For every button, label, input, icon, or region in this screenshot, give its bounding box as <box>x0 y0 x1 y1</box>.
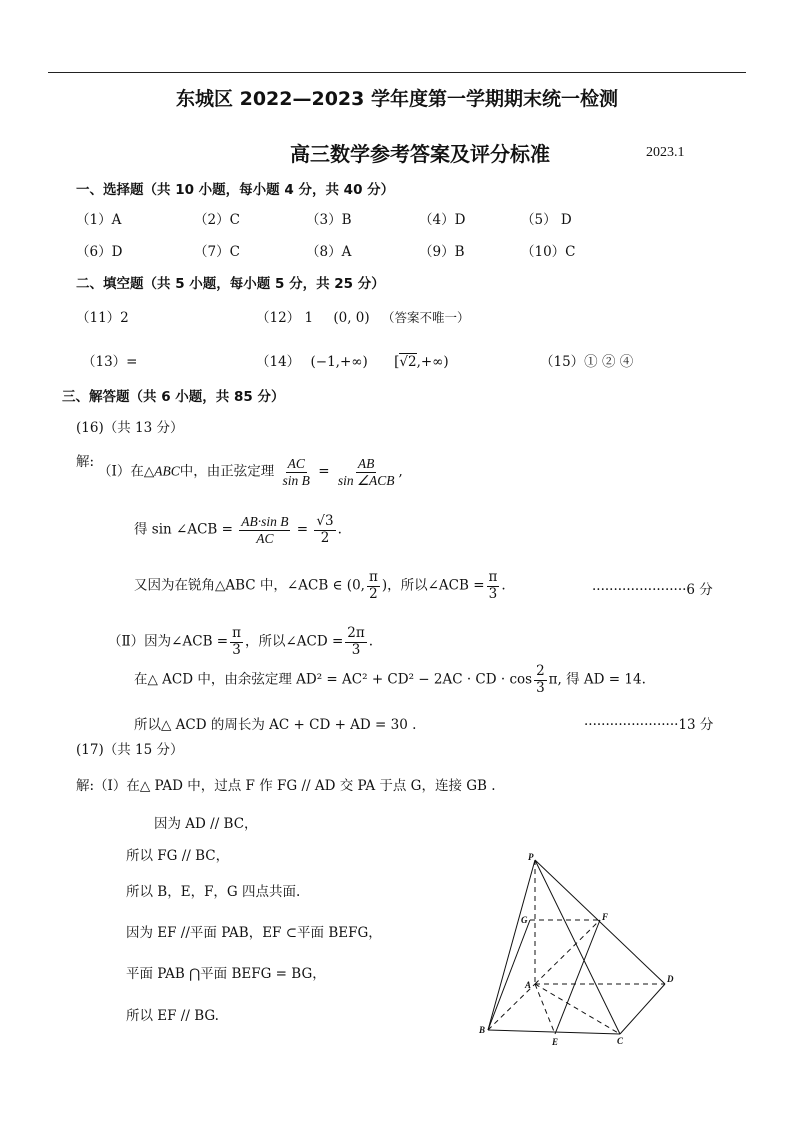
fraction-pi-3b: $\frac{\pi}{3}$ <box>232 625 241 658</box>
label-g: G <box>521 915 528 925</box>
answer-12-point: (0, 0) <box>333 310 370 326</box>
edge-cd <box>620 984 665 1034</box>
answer-14-label: （14） <box>256 354 301 370</box>
fraction-pi-2: $\frac{\pi}{2}$ <box>368 569 378 602</box>
label-f: F <box>602 912 609 922</box>
problem17-line3: 所以 FG // BC， <box>126 848 230 864</box>
answer-6: （6）D <box>76 244 123 260</box>
answer-12-label: （12） 1 <box>256 310 314 326</box>
problem17-line6: 平面 PAB ⋂平面 BEFG = BG， <box>126 966 326 982</box>
answer-8: （8）A <box>306 244 352 260</box>
edge-af <box>535 920 600 984</box>
answer-11: （11）2 <box>76 310 129 326</box>
problem17-line1: 解:（Ⅰ）在△ PAD 中，过点 F 作 FG // AD 交 PA 于点 G，连接 GB . <box>76 778 496 794</box>
answer-14-range-b: [√2,+∞) <box>394 354 449 370</box>
answer-15: （15）① ② ④ <box>540 354 634 370</box>
answer-9: （9）B <box>419 244 465 260</box>
document-date: 2023.1 <box>646 145 685 160</box>
problem16-line5: 在△ ACD 中，由余弦定理 AD² = AC² + CD² − 2AC · CD · cos $\frac{2}{3}$ π, 得 AD = 14. <box>134 663 646 696</box>
answer-1: （1）A <box>76 212 122 228</box>
fraction-ab-sinacb: $\frac{AB}{\text{sin ∠ACB}}$ <box>337 456 395 488</box>
problem16-line6: 所以△ ACD 的周长为 AC + CD + AD = 30 . <box>134 717 417 733</box>
answer-7: （7）C <box>194 244 240 260</box>
edge-ae <box>535 984 555 1034</box>
sqrt-symbol: √2 <box>399 354 417 370</box>
label-d: D <box>667 974 674 984</box>
problem17-line4: 所以 B，E，F，G 四点共面. <box>126 884 301 900</box>
answer-14-range-a: (−1,+∞) <box>310 354 368 370</box>
section1-heading: 一、选择题（共 10 小题，每小题 4 分，共 40 分） <box>76 182 395 198</box>
fraction-root3-2: $\frac{√3}{2}$ <box>316 513 334 546</box>
edge-ba <box>488 984 535 1030</box>
label-p: P <box>528 852 534 862</box>
section3-heading: 三、解答题（共 6 小题，共 85 分） <box>62 389 285 405</box>
problem16-score-13: ······················13 分 <box>584 717 714 733</box>
answer-14 <box>256 350 449 370</box>
answer-2: （2）C <box>194 212 240 228</box>
label-e: E <box>552 1037 559 1047</box>
problem16-jie: 解: <box>76 454 95 470</box>
problem17-header: (17)（共 15 分） <box>76 742 184 758</box>
document-subtitle: 高三数学参考答案及评分标准 <box>290 142 550 166</box>
document-title: 东城区 2022—2023 学年度第一学期期末统一检测 <box>176 88 618 110</box>
fraction-absinb-ac: $\frac{\text{AB·sin B}}{AC}$ <box>241 514 289 546</box>
answer-3: （3）B <box>306 212 352 228</box>
answer-10: （10）C <box>521 244 576 260</box>
answer-12 <box>256 306 469 326</box>
label-c: C <box>617 1036 624 1046</box>
edge-ef <box>555 920 600 1034</box>
edge-pb <box>488 860 535 1030</box>
problem16-header: (16)（共 13 分） <box>76 420 184 436</box>
fraction-2-3: $\frac{2}{3}$ <box>536 663 545 696</box>
problem17-line2: 因为 AD // BC， <box>154 816 258 832</box>
edge-bg <box>488 920 530 1030</box>
fraction-pi-3: $\frac{\pi}{3}$ <box>488 569 498 602</box>
label-b: B <box>479 1025 486 1035</box>
label-a: A <box>525 980 532 990</box>
fraction-2pi-3: $\frac{2\pi}{3}$ <box>347 625 365 658</box>
problem16-line1: （Ⅰ）在△ABC中，由正弦定理 $\frac{AC}{\text{sin B}}$ = $\frac{AB}{\text{sin ∠ACB}}$ , <box>98 456 403 488</box>
problem16-line2: 得 sin ∠ACB = $\frac{\text{AB·sin B}}{AC}$ = $\frac{√3}{2}$ . <box>134 513 342 546</box>
answer-12-note: （答案不唯一） <box>381 310 470 325</box>
section2-heading: 二、填空题（共 5 小题，每小题 5 分，共 25 分） <box>76 276 385 292</box>
problem16-line3: 又因为在锐角△ABC 中，∠ACB ∈ (0, $\frac{\pi}{2}$ )，所以∠ACB = $\frac{\pi}{3}$ . <box>134 569 506 602</box>
edge-pc <box>535 860 620 1034</box>
answer-5: （5） D <box>521 212 572 228</box>
answer-4: （4）D <box>419 212 466 228</box>
problem17-line5: 因为 EF //平面 PAB，EF ⊂平面 BEFG， <box>126 925 382 941</box>
edge-bc <box>488 1030 620 1034</box>
problem16-score-6: ······················6 分 <box>592 582 713 598</box>
fraction-ac-sinb: $\frac{AC}{\text{sin B}}$ <box>282 456 310 488</box>
top-rule <box>48 72 746 73</box>
problem17-line7: 所以 EF // BG. <box>126 1008 219 1024</box>
answer-13: （13）= <box>82 354 138 370</box>
edge-pd <box>535 860 665 984</box>
problem16-line4: （Ⅱ）因为∠ACB = $\frac{\pi}{3}$ ，所以∠ACD = $\frac{2\pi}{3}$ . <box>108 625 374 658</box>
pyramid-figure <box>470 850 680 1050</box>
